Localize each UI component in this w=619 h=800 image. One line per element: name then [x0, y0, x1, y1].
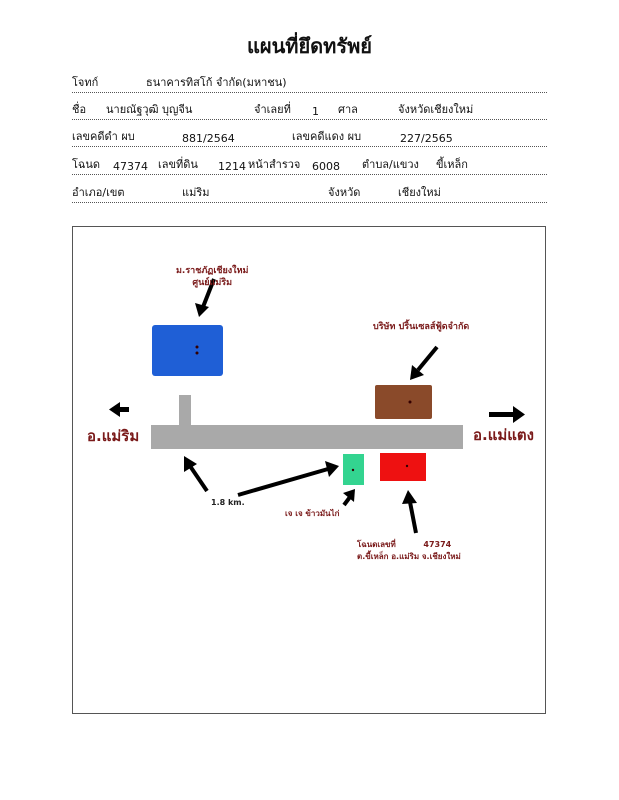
- restaurant-label: เจ เจ ข้าวมันไก่: [285, 509, 340, 518]
- university-label-line2: ศูนย์แม่ริม: [192, 278, 233, 288]
- district-value: แม่ริม: [182, 186, 210, 199]
- right-direction-label: อ.แม่แตง: [473, 426, 534, 444]
- district-row: [72, 186, 547, 203]
- target-deed-line2: ต.ขี้เหล็ก อ.แม่ริม จ.เชียงใหม่: [357, 552, 461, 561]
- district-label: อำเภอ/เขต: [72, 186, 125, 199]
- road-pointer-arrow-icon: [184, 456, 207, 491]
- university-label-line1: ม.ราชภัฏเชียงใหม่: [176, 266, 249, 276]
- black-case-label: เลขคดีดำ ผบ: [72, 130, 135, 143]
- province-label: จังหวัด: [328, 186, 361, 199]
- restaurant-pointer-arrow-icon: [343, 489, 355, 505]
- company-building: [375, 385, 432, 419]
- subdistrict-value: ขี้เหล็ก: [436, 158, 468, 171]
- target-deed-number-label: โฉนดเลขที่: [357, 540, 396, 549]
- red-case-value: 227/2565: [400, 132, 453, 145]
- seizure-map: [72, 226, 546, 714]
- defendant-seq-value: 1: [312, 105, 319, 118]
- target-plot: [380, 453, 426, 481]
- left-direction-label: อ.แม่ริม: [87, 427, 140, 445]
- side-road: [179, 395, 191, 427]
- target-deed-line1: [357, 539, 461, 551]
- court-value: จังหวัดเชียงใหม่: [398, 103, 474, 116]
- black-case-value: 881/2564: [182, 132, 235, 145]
- deed-row: [72, 158, 547, 175]
- land-no-label: เลขที่ดิน: [158, 158, 198, 171]
- deed-value: 47374: [113, 160, 148, 173]
- province-value: เชียงใหม่: [398, 186, 441, 199]
- name-label: ชื่อ: [72, 103, 87, 116]
- target-deed-number-value: 47374: [423, 540, 452, 549]
- distance-label: 1.8 km.: [211, 498, 245, 507]
- survey-value: 6008: [312, 160, 340, 173]
- left-direction-arrow-icon: [109, 402, 129, 417]
- company-pointer-arrow-icon: [410, 347, 437, 380]
- name-value: นายณัฐวุฒิ บุญจีน: [106, 103, 193, 116]
- right-direction-arrow-icon: [489, 406, 525, 423]
- subdistrict-label: ตำบล/แขวง: [362, 158, 419, 171]
- university-building: [152, 325, 223, 376]
- defendant-seq-label: จำเลยที่: [254, 103, 291, 116]
- deed-label: โฉนด: [72, 158, 101, 171]
- distance-pointer-arrow-icon: [238, 461, 339, 495]
- map-drawing: [73, 227, 545, 713]
- main-road: [151, 425, 463, 449]
- court-label: ศาล: [338, 103, 358, 116]
- defendant-row: [72, 103, 547, 120]
- company-label: บริษัท ปริ้นเซลส์ฟู้ดจำกัด: [373, 322, 470, 332]
- plaintiff-label: โจทก์: [72, 76, 99, 89]
- survey-label: หน้าสำรวจ: [248, 158, 301, 171]
- land-no-value: 1214: [218, 160, 246, 173]
- target-deed-label: [357, 539, 461, 563]
- university-label: [176, 265, 248, 289]
- red-case-label: เลขคดีแดง ผบ: [292, 130, 362, 143]
- page-title: แผนที่ยึดทรัพย์: [247, 34, 372, 58]
- plaintiff-row: [72, 76, 547, 93]
- plaintiff-value: ธนาคารทิสโก้ จำกัด(มหาชน): [146, 76, 287, 89]
- target-pointer-arrow-icon: [402, 490, 417, 533]
- case-number-row: [72, 130, 547, 147]
